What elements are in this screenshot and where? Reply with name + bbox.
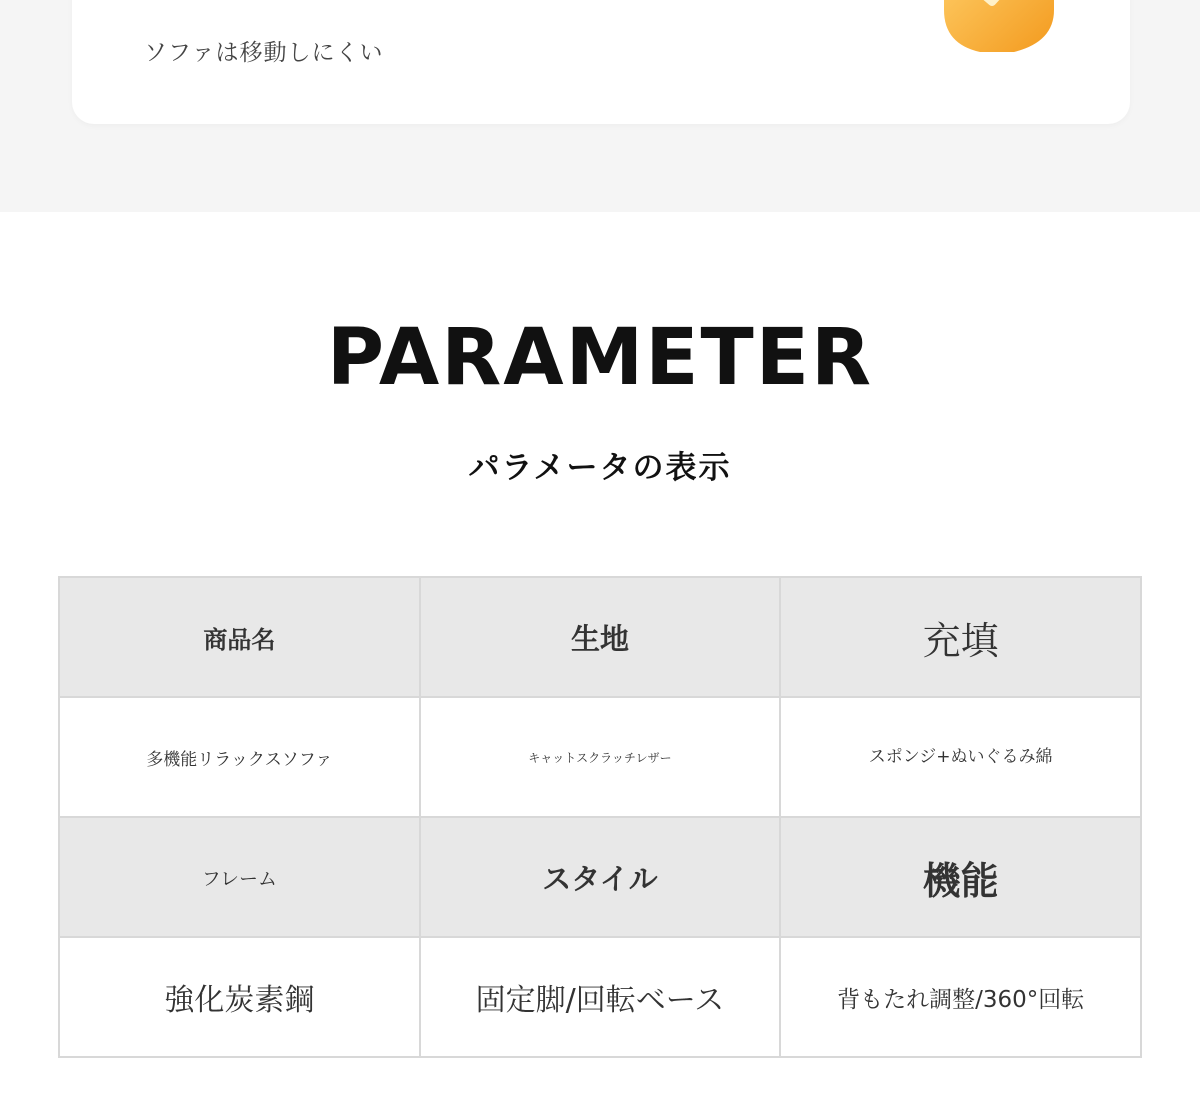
table-row [59, 817, 1141, 937]
header-cell-product-name: 商品名 [59, 577, 420, 697]
header-cell-style: スタイル [420, 817, 781, 937]
header-cell-fabric: 生地 [420, 577, 781, 697]
table-row [59, 577, 1141, 697]
header-cell-filling: 充填 [780, 577, 1141, 697]
value-cell-product-name: 多機能リラックスソファ [59, 697, 420, 817]
value-cell-style: 固定脚/回転ベース [420, 937, 781, 1057]
header-cell-frame: フレーム [59, 817, 420, 937]
table-row [59, 937, 1141, 1057]
feature-subtitle: ソファは移動しにくい [144, 40, 384, 66]
value-cell-fabric: キャットスクラッチレザー [420, 697, 781, 817]
header-cell-function: 機能 [780, 817, 1141, 937]
feature-card [72, 0, 1130, 124]
parameter-table [58, 576, 1142, 1058]
orange-shield-check-icon [942, 0, 1060, 52]
value-cell-function: 背もたれ調整/360°回転 [780, 937, 1141, 1057]
section-title: PARAMETER [326, 313, 874, 403]
table-row [59, 697, 1141, 817]
value-cell-frame: 強化炭素鋼 [59, 937, 420, 1057]
value-cell-filling: スポンジ+ぬいぐるみ綿 [780, 697, 1141, 817]
section-subtitle: パラメータの表示 [468, 450, 732, 486]
